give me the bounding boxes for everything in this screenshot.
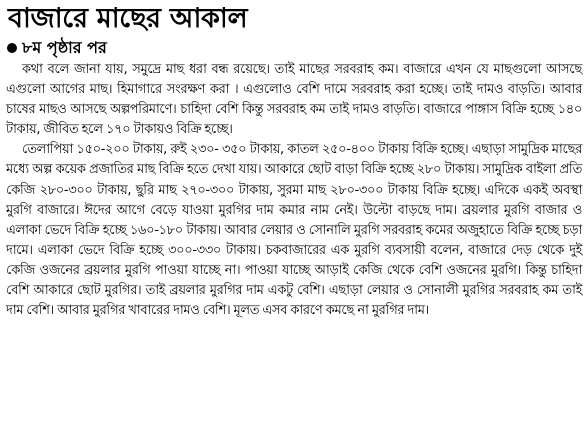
bullet-icon	[7, 43, 17, 53]
continued-from-line	[6, 38, 584, 58]
continued-from-text: ৮ম পৃষ্ঠার পর	[22, 38, 107, 57]
article-headline: বাজারে মাছের আকাল	[8, 3, 248, 34]
article-paragraph: তেলাপিয়া ১৫০-২০০ টাকায়, রুই ২৩০- ৩৫০ টাকায়, কাতল ২৫০-৪০০ টাকায় বিক্রি হচ্ছে। এছাড়া সামুদ্রিক মাছের মধ্যে অল্প কয়েক প্রজাতির মাছ বিক্রি হতে দেখা যায়। আকারে ছোট বাড়া বিক্রি হচ্ছে ২৮০ টাকায়। সামুদ্রিক বাইলা প্রতি কেজি ২৮০-৩০০ টাকায়, ছুরি মাছ ২৭০-৩০০ টাকায়, সুরমা মাছ ২৮০-৩০০ টাকায় বিক্রি হচ্ছে। এদিকে একই অবস্থা মুরগি বাজারে। ঈদের আগে বেড়ে যাওয়া মুরগির দাম কমার নাম নেই। উল্টো বাড়ছে দাম। ব্রয়লার মুরগি বাজার ও এলাকা ভেদে বিক্রি হচ্ছে ১৬০-১৮০ টাকায়। আবার লেয়ার ও সোনালি মুরগি সরবরাহ কমের অজুহাতে বিক্রি হচ্ছে চড়া দামে। এলাকা ভেদে বিক্রি হচ্ছে ৩০০-৩৩০ টাকায়। চকবাজারের এক মুরগি ব্যবসায়ী বলেন, বাজারে দেড় থেকে দুই কেজি ওজনের ব্রয়লার মুরগি পাওয়া যাচ্ছে না। পাওয়া যাচ্ছে আড়াই কেজি থেকে বেশি ওজনের মুরগি। কিন্তু চাহিদা বেশি আকারে ছোট মুরগির। তাই ব্রয়লার মুরগির দাম একটু বেশি। এছাড়া লেয়ার ও সোনালী মুরগির সরবরাহ কম তাই দাম বেশি। আবার মুরগির খাবারের দামও বেশি। মূলত এসব কারণে কমছে না মুরগির দাম।	[6, 142, 582, 319]
article-paragraph: কথা বলে জানা যায়, সমুদ্রে মাছ ধরা বন্ধ রয়েছে। তাই মাছের সরবরাহ কম। বাজারে এখন যে মাছগুলো আসছে এগুলো আগের মাছ। হিমাগারে সংরক্ষণ করা । এগুলোও বেশি দামে সরবরাহ করা হচ্ছে। তাই দামও বাড়তি। আবার চাষের মাছও আসছে অল্পপরিমাণে। চাহিদা বেশি কিন্তু সরবরাহ কম তাই দামও বাড়তি। বাজারে পাঙ্গাস বিক্রি হচ্ছে ১৪০ টাকায়, জীবিত হলে ১৭০ টাকায়ও বিক্রি হচ্ছে।	[6, 62, 582, 138]
news-article	[6, 2, 584, 321]
